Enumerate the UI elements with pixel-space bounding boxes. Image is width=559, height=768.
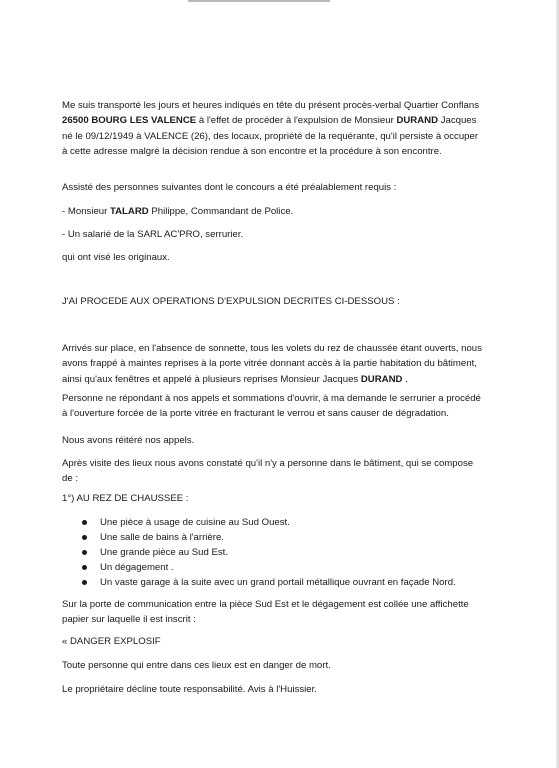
section-heading: J'AI PROCEDE AUX OPERATIONS D'EXPULSION DECRITES CI-DESSOUS : xyxy=(62,296,400,307)
paragraph-visit: Après visite des lieux nous avons constaté qu'il n'y a personne dans le bâtiment, qui se compose de : xyxy=(62,458,474,485)
paragraph-transport xyxy=(62,98,482,160)
list-item: Un dégagement . xyxy=(62,560,456,575)
list-item: Une pièce à usage de cuisine au Sud Ouest. xyxy=(62,515,456,530)
list-item: Une grande pièce au Sud Est. xyxy=(62,545,456,560)
name-bold: DURAND xyxy=(360,373,403,385)
paragraph-repeat: Nous avons réitéré nos appels. xyxy=(62,435,195,446)
assistant-police xyxy=(62,204,482,219)
room-list xyxy=(62,515,456,590)
danger-line-1: Toute personne qui entre dans ces lieux est en danger de mort. xyxy=(62,660,331,671)
name-bold: TALARD xyxy=(109,206,149,217)
text-run: Jacques né le 09/12/1949 à VALENCE (26), des locaux, propriété de la requérante, qu'il persiste à occuper à cette adresse malgré la décision rendue à son encontre et la procédure à son encontre. xyxy=(62,115,479,158)
text-run: à l'effet de procéder à l'expulsion de Monsieur xyxy=(196,115,397,127)
name-bold: DURAND xyxy=(396,115,439,127)
text-run: Philippe, Commandant de Police. xyxy=(148,206,294,217)
text-run: Arrivés sur place, en l'absence de sonnette, tous les volets du rez de chaussée étant ouverts, nous avons frappé à maintes reprises à la porte vitrée donnant accès à la partie habitation du bâtiment, ainsi qu'aux fenêtres et appelé à plusieurs reprises Monsieur Jacques xyxy=(62,343,482,385)
list-item: Une salle de bains à l'arrière. xyxy=(62,530,456,545)
ground-floor-heading: 1°) AU REZ DE CHAUSSEE : xyxy=(62,493,189,504)
text-run: Me suis transporté les jours et heures indiqués en tête du présent procès-verbal Quartier Conflans xyxy=(62,100,480,111)
paragraph-arrival xyxy=(62,341,482,387)
paragraph-locksmith: Personne ne répondant à nos appels et sommations d'ouvrir, à ma demande le serrurier a procédé à l'ouverture forcée de la porte vitrée en fracturant le verrou et sans causer de dégradation. xyxy=(62,393,481,420)
list-item: Un vaste garage à la suite avec un grand portail métallique ouvrant en façade Nord. xyxy=(62,575,456,590)
address-bold: 26500 BOURG LES VALENCE xyxy=(62,115,197,127)
paragraph-originals: qui ont visé les originaux. xyxy=(62,252,170,263)
danger-line-2: Le propriétaire décline toute responsabilité. Avis à l'Huissier. xyxy=(62,684,317,695)
danger-title: « DANGER EXPLOSIF xyxy=(62,636,161,647)
text-run: . xyxy=(402,373,408,385)
text-run: - Monsieur xyxy=(62,206,110,217)
paragraph-door-notice: Sur la porte de communication entre la pièce Sud Est et le dégagement est collée une affichette papier sur laquelle il est inscrit : xyxy=(62,599,469,626)
paragraph-assisted-intro: Assisté des personnes suivantes dont le concours a été préalablement requis : xyxy=(62,182,397,193)
assistant-locksmith: - Un salarié de la SARL AC'PRO, serrurier. xyxy=(62,229,244,240)
